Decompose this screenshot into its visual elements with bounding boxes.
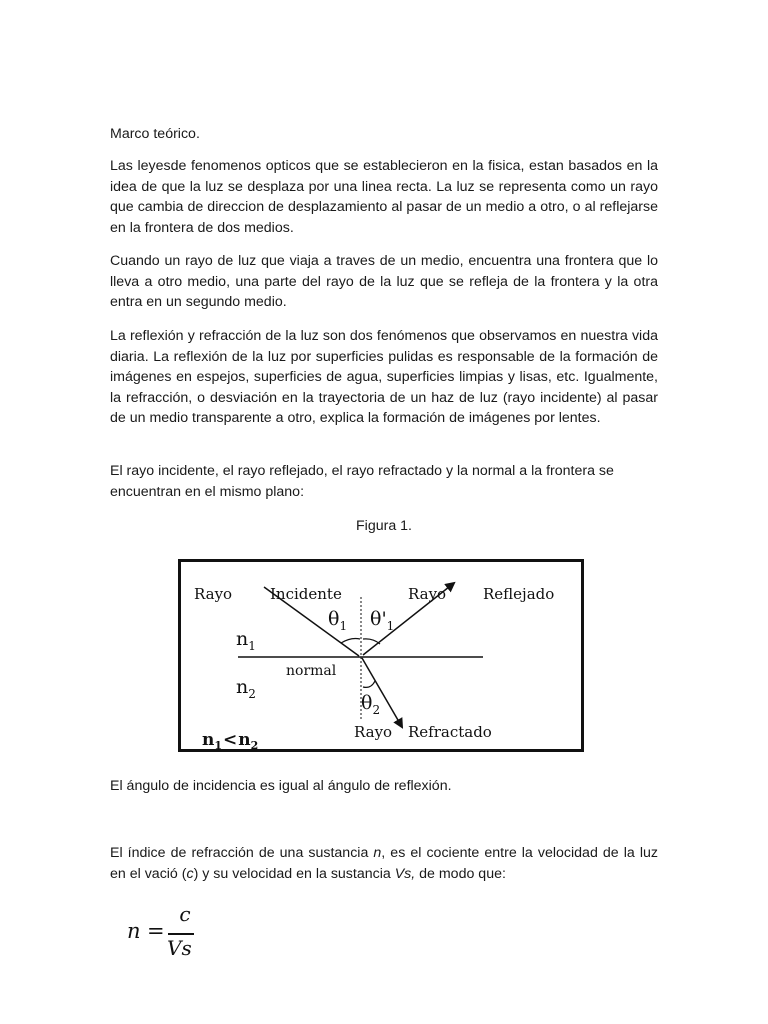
label-rayo-refractado-1: Rayo xyxy=(354,723,393,741)
p6-text-e: de modo que: xyxy=(415,865,506,882)
label-rayo-reflejado-2: Reflejado xyxy=(483,585,555,603)
label-rayo-incidente-2: Incidente xyxy=(270,585,342,603)
label-theta1: $\theta_1$ xyxy=(328,608,348,633)
formula-numerator: c xyxy=(179,902,191,926)
p6-text-a: El índice de refracción de una sustancia xyxy=(110,845,374,861)
refraction-diagram xyxy=(178,559,584,752)
formula-denominator: Vs xyxy=(167,936,192,960)
paragraph-1: Las leyesde fenomenos opticos que se establecieron en la fisica, estan basados en la idea de que la luz se desplaza por una linea recta. La luz se representa como un rayo que cambia de direccion de desplazamiento al pasar de un medio a otro, o al reflejarse en la frontera de dos medios. xyxy=(110,158,658,236)
formula-equals: = xyxy=(147,919,165,943)
section-title: Marco teórico. xyxy=(110,126,200,142)
formula-lhs: n xyxy=(127,919,141,943)
label-normal: normal xyxy=(286,663,337,679)
label-rayo-incidente-1: Rayo xyxy=(194,585,233,603)
paragraph-4: El rayo incidente, el rayo reflejado, el rayo refractado y la normal a la frontera se encuentran en el mismo plano: xyxy=(110,463,614,500)
p6-var-n: n xyxy=(373,845,382,861)
label-theta1-prime: $\theta'_1$ xyxy=(370,608,395,633)
label-n2: $n_2$ xyxy=(236,676,256,701)
label-rayo-reflejado-1: Rayo xyxy=(408,585,447,603)
label-inequality: $n_1<n_2$ xyxy=(202,730,259,752)
paragraph-2: Cuando un rayo de luz que viaja a traves de un medio, encuentra una frontera que lo lleva a otro medio, una parte del rayo de la luz que se refleja de la frontera y la otra entra en un segundo medio. xyxy=(110,253,658,311)
label-rayo-refractado-2: Refractado xyxy=(408,723,492,741)
figure-caption: Figura 1. xyxy=(356,518,412,534)
refraction-index-formula xyxy=(127,902,237,962)
label-theta2: $\theta_2$ xyxy=(361,692,381,717)
p6-var-c: c xyxy=(186,865,194,882)
paragraph-5: El ángulo de incidencia es igual al ángulo de reflexión. xyxy=(110,778,452,794)
paragraph-3: La reflexión y refracción de la luz son dos fenómenos que observamos en nuestra vida diaria. La reflexión de la luz por superficies pulidas es responsable de la formación de imágenes en espejos, superficies de agua, superficies limpias y lisas, etc. Igualmente, la refracción, o desviación en la trayectoria de un haz de luz (rayo incidente) al pasar de un medio transparente a otro, explica la formación de imágenes por lentes. xyxy=(110,328,658,427)
paragraph-6 xyxy=(110,843,658,884)
p6-var-vs: Vs, xyxy=(394,865,416,882)
label-n1: $n_1$ xyxy=(236,628,256,653)
p6-text-d: ) y su velocidad en la sustancia xyxy=(193,865,395,882)
formula-fraction-bar xyxy=(168,933,194,935)
p6-text-b: , es el cociente entre la velocidad de la luz en el vació ( xyxy=(110,845,658,882)
